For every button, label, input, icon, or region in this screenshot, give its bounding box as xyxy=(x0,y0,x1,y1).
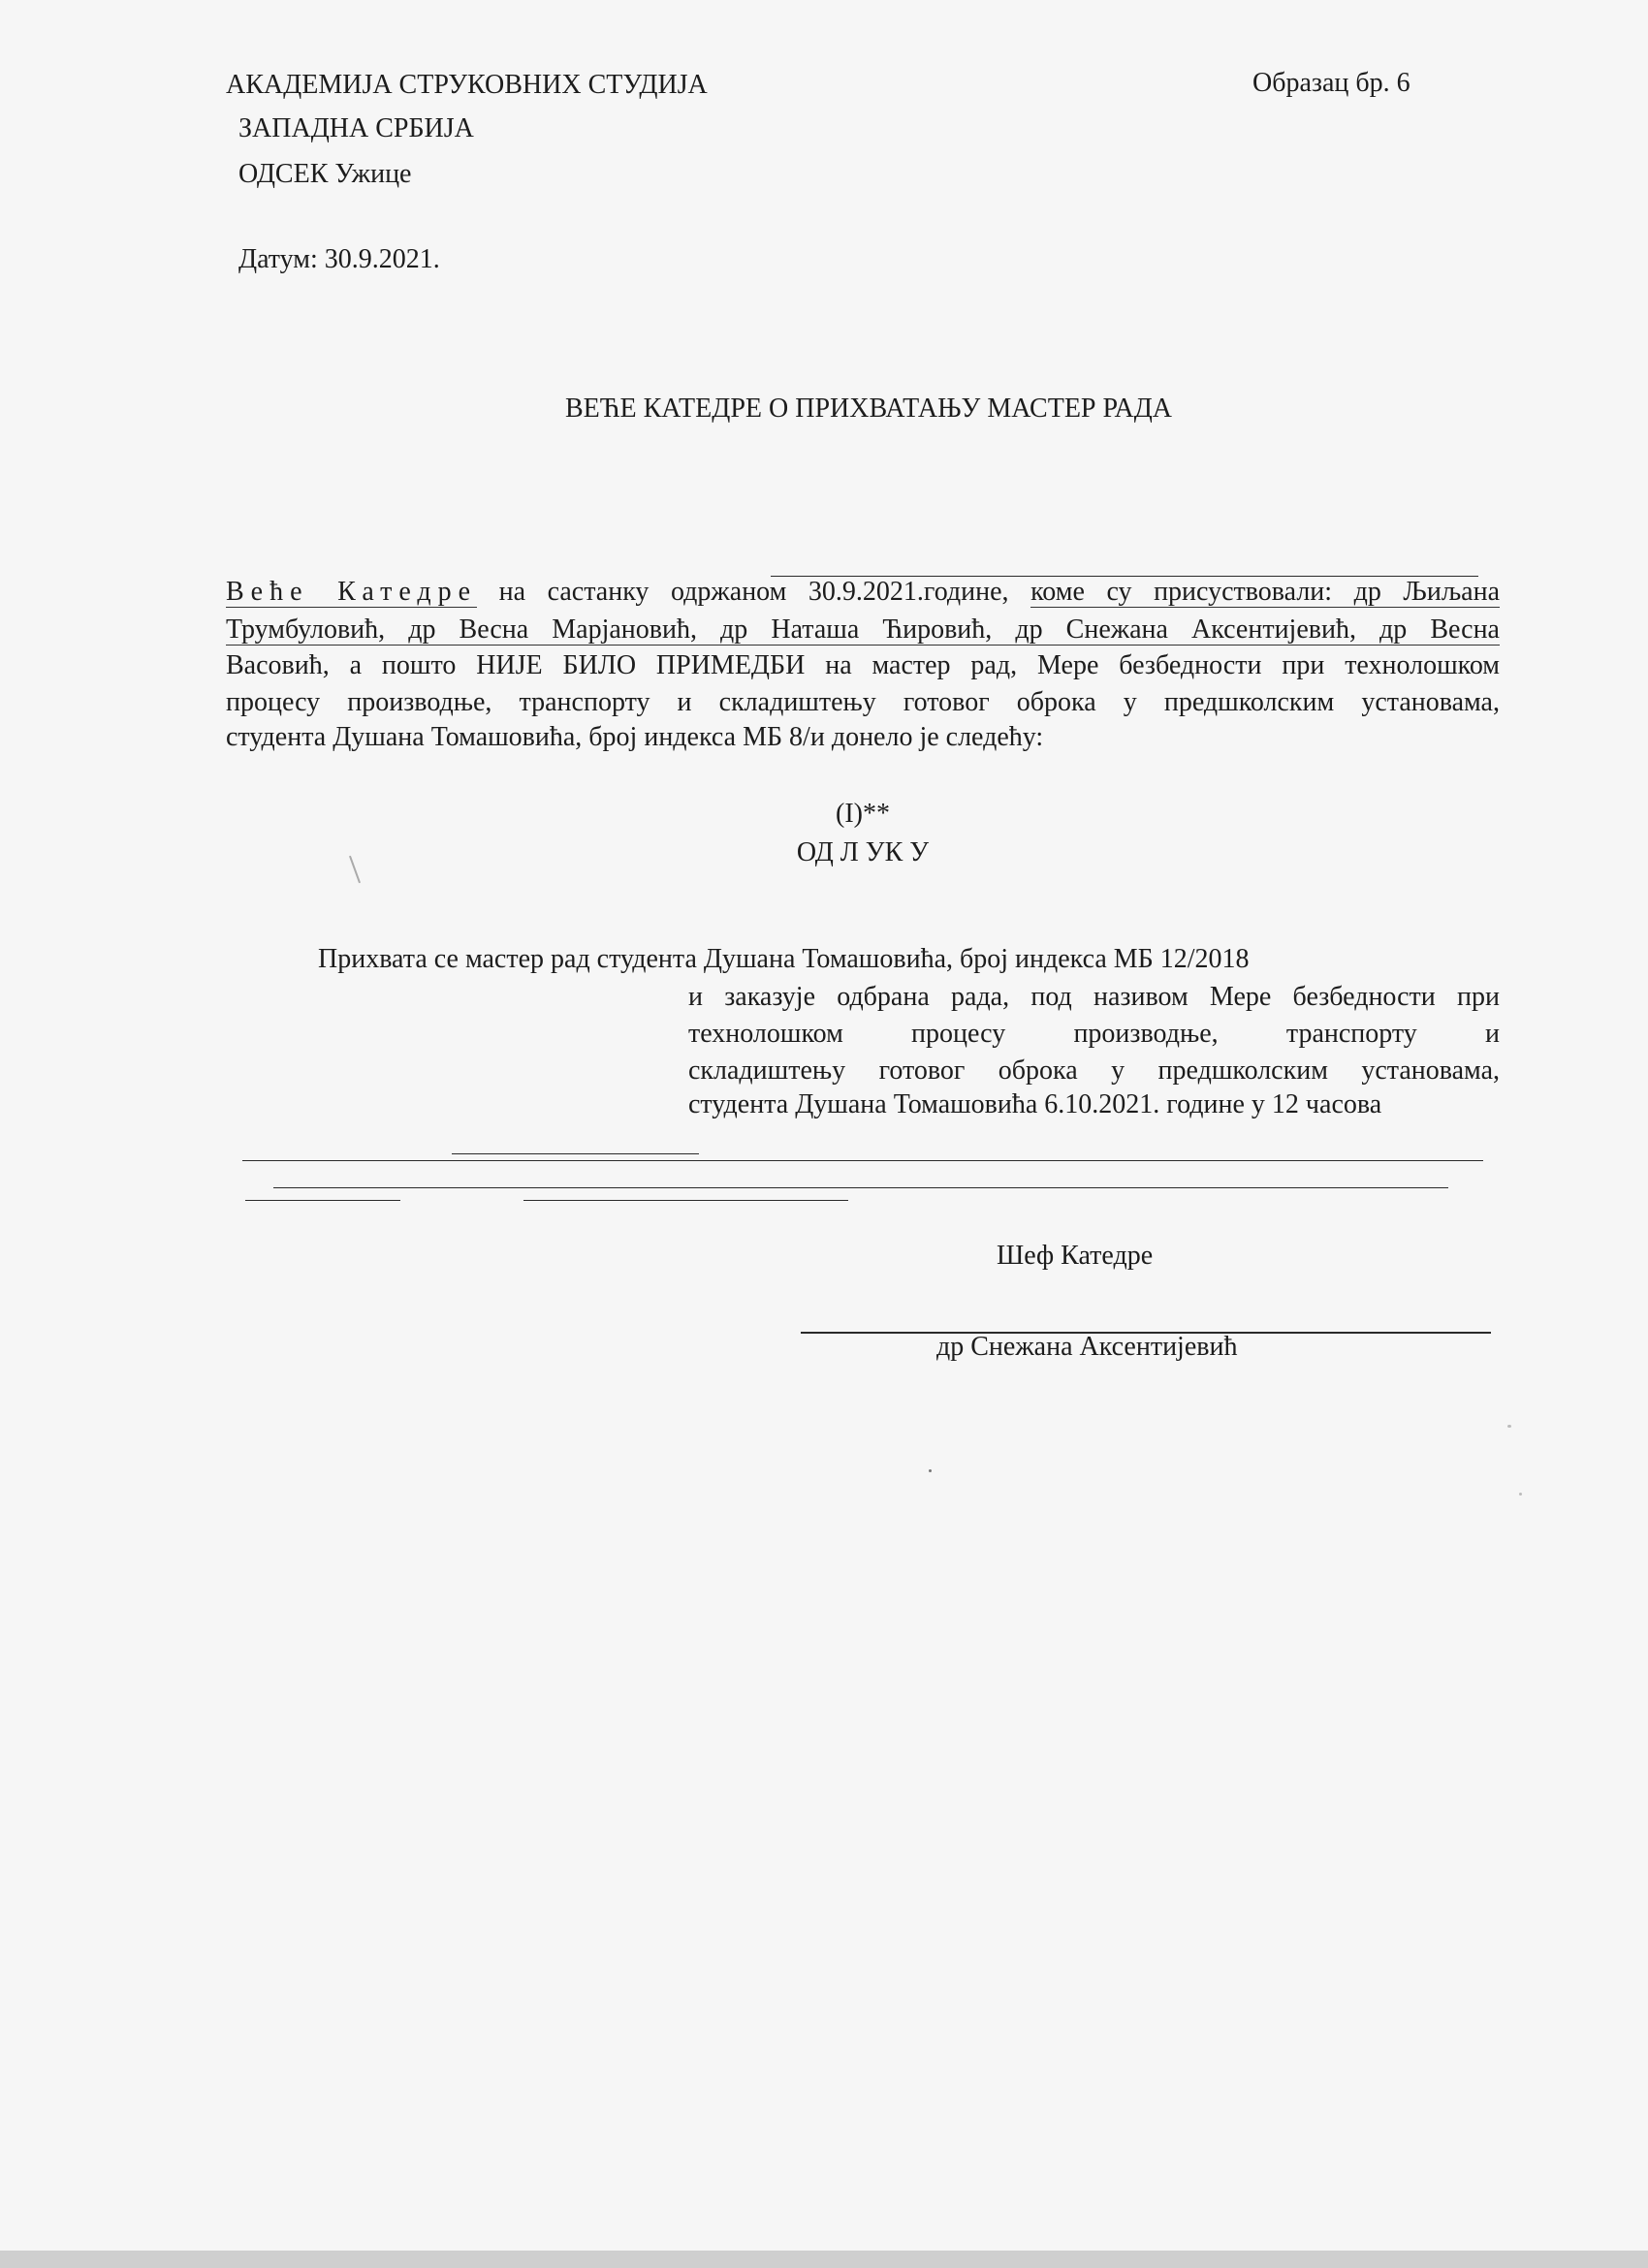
attendees-list: Трумбуловић, др Весна Марјановић, др Наташа Ћировић, др Снежана Аксентијевић, др Весна xyxy=(226,614,1500,645)
document-date: Датум: 30.9.2021. xyxy=(238,244,440,274)
signatory-name: др Снежана Аксентијевић xyxy=(936,1332,1238,1362)
institution-name: АКАДЕМИЈА СТРУКОВНИХ СТУДИЈА xyxy=(226,70,708,100)
decision-line-1: Прихвата се мастер рад студента Душана Томашовића, број индекса МБ 12/2018 xyxy=(318,944,1250,974)
decision-line-3: технолошком процесу производње, транспорту и xyxy=(688,1019,1500,1049)
intro-line-3: Васовић, а пошто НИЈЕ БИЛО ПРИМЕДБИ на мастер рад, Мере безбедности при технолошком xyxy=(226,650,1500,680)
signature-role: Шеф Катедре xyxy=(997,1241,1154,1271)
meeting-text: на састанку одржаном 30.9.2021.године, xyxy=(498,577,1009,607)
intro-line-5: студента Душана Томашовића, број индекса МБ 8/и донело је следећу: xyxy=(226,722,1044,752)
decision-line-2: и заказује одбрана рада, под називом Мере безбедности при xyxy=(688,982,1500,1012)
decision-heading: ОД Л УК У xyxy=(796,837,930,867)
scan-edge xyxy=(0,2251,1648,2268)
decision-line-5: студента Душана Томашовића 6.10.2021. године у 12 часова xyxy=(688,1089,1382,1119)
council-name: Веће Катедре xyxy=(226,577,478,607)
blank-line xyxy=(452,1153,699,1154)
intro-line-1 xyxy=(226,574,1500,611)
document-title: ВЕЋЕ КАТЕДРЕ О ПРИХВАТАЊУ МАСТЕР РАДА xyxy=(564,394,1173,424)
form-number: Образац бр. 6 xyxy=(1252,68,1410,98)
scan-speck xyxy=(1519,1493,1522,1496)
attendees-intro: коме су присуствовали: др Љиљана xyxy=(1030,577,1501,607)
department: ОДСЕК Ужице xyxy=(238,159,412,189)
decision-line-4: складиштењу готовог оброка у предшколским установама, xyxy=(688,1055,1500,1086)
blank-line xyxy=(273,1187,1448,1188)
intro-line-2 xyxy=(226,612,1500,648)
scan-speck xyxy=(929,1469,932,1472)
intro-line-4: процесу производње, транспорту и складиштењу готовог оброка у предшколским установама, xyxy=(226,687,1500,717)
blank-line xyxy=(242,1160,1483,1161)
institution-region: ЗАПАДНА СРБИЈА xyxy=(238,113,474,143)
decision-marker: (I)** xyxy=(836,799,890,829)
scan-speck xyxy=(1507,1425,1511,1428)
scan-speck xyxy=(349,856,361,884)
blank-line xyxy=(245,1200,400,1201)
blank-line xyxy=(523,1200,848,1201)
